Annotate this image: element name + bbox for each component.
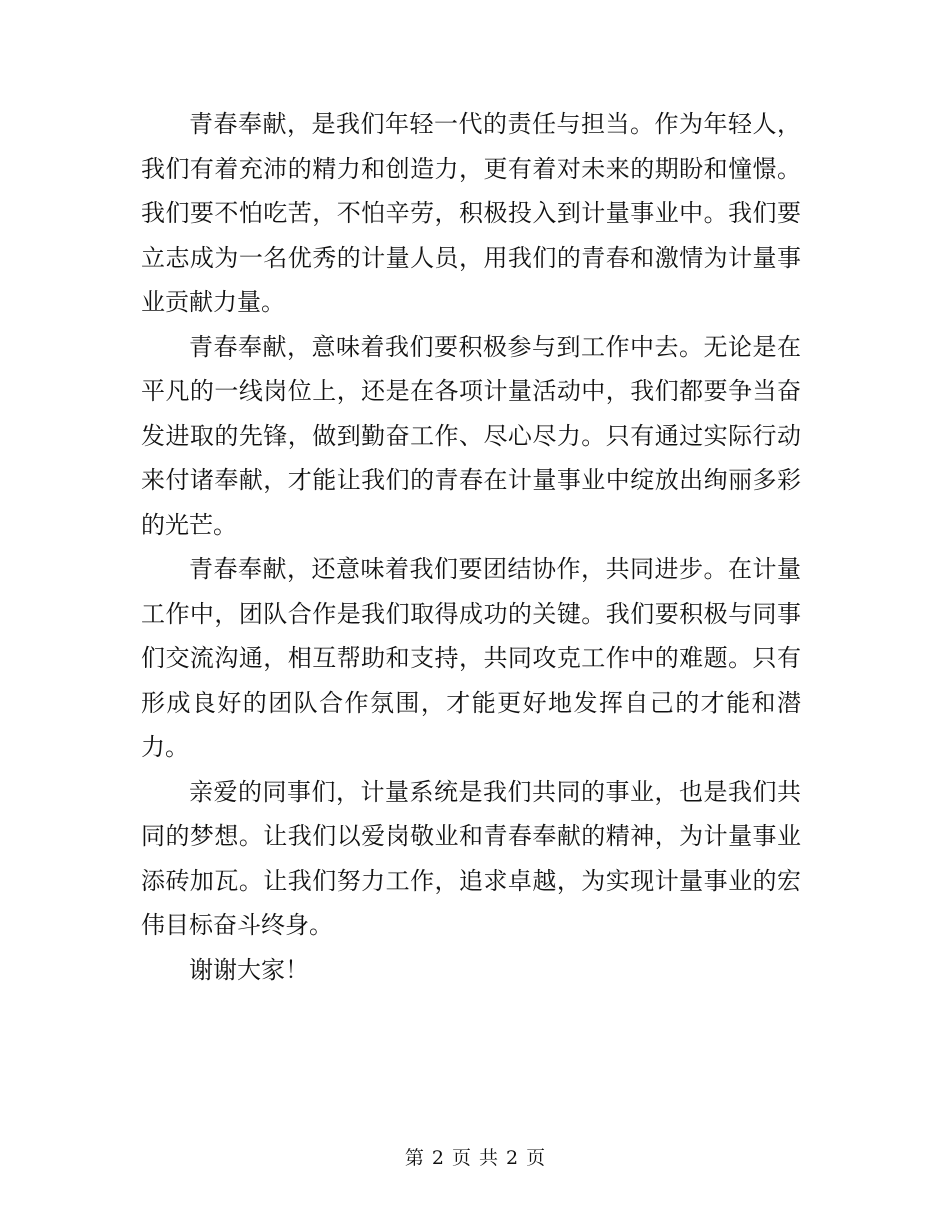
paragraph-4: 亲爱的同事们，计量系统是我们共同的事业，也是我们共同的梦想。让我们以爱岗敬业和青春奉献的精神，为计量事业添砖加瓦。让我们努力工作，追求卓越，为实现计量事业的宏伟目标奋斗终身。 xyxy=(141,777,801,939)
paragraph-3: 青春奉献，还意味着我们要团结协作，共同进步。在计量工作中，团队合作是我们取得成功的关键。我们要积极与同事们交流沟通，相互帮助和支持，共同攻克工作中的难题。只有形成良好的团队合作氛围，才能更好地发挥自己的才能和潜力。 xyxy=(141,555,801,761)
closing-line: 谢谢大家！ xyxy=(189,955,309,984)
paragraph-2: 青春奉献，意味着我们要积极参与到工作中去。无论是在平凡的一线岗位上，还是在各项计量活动中，我们都要争当奋发进取的先锋，做到勤奋工作、尽心尽力。只有通过实际行动来付诸奉献，才能让我们的青春在计量事业中绽放出绚丽多彩的光芒。 xyxy=(141,332,801,539)
paragraph-1: 青春奉献，是我们年轻一代的责任与担当。作为年轻人，我们有着充沛的精力和创造力，更有着对未来的期盼和憧憬。我们要不怕吃苦，不怕辛劳，积极投入到计量事业中。我们要立志成为一名优秀的计量人员，用我们的青春和激情为计量事业贡献力量。 xyxy=(141,110,801,316)
page-number-footer: 第 2 页 共 2 页 xyxy=(404,1147,546,1169)
document-body xyxy=(141,102,801,992)
